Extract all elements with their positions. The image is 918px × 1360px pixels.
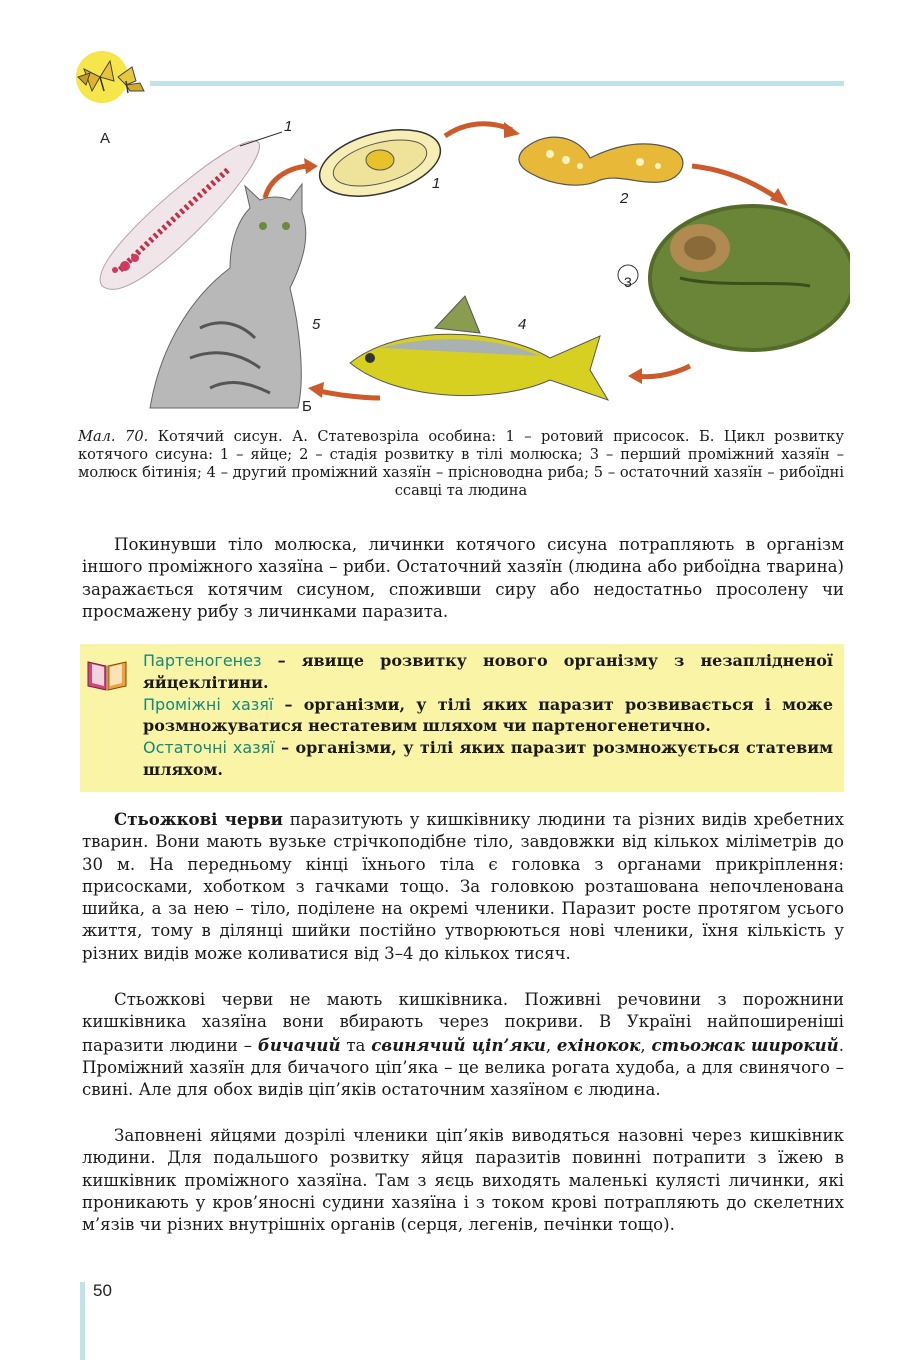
paragraph-3-text: Стьожкові черви не мають кишківника. Поживні речовини з порожнини кишківника хазяїна вони вбирають через покриви. В Україні найпоширеніші паразити людини – xyxy=(82,990,844,1055)
term-pork-tapeworm: свинячий ціп’яки xyxy=(371,1034,546,1055)
egg-icon xyxy=(312,118,447,208)
label-cat: 5 xyxy=(312,316,321,333)
term-broad-tapeworm: стьожак широкий xyxy=(651,1034,839,1055)
term-echinococcus: ехінокок xyxy=(556,1034,641,1055)
butterfly-logo-icon xyxy=(70,47,152,107)
term-parthenogenesis: Партеногенез xyxy=(143,651,262,670)
book-icon xyxy=(84,654,130,694)
paragraph-3-text: , xyxy=(545,1035,557,1055)
page-number: 50 xyxy=(93,1281,112,1300)
paragraph-2 xyxy=(82,808,844,965)
label-larval-stage: 2 xyxy=(620,190,629,207)
header-rule xyxy=(150,81,844,86)
definition-definitive-hosts xyxy=(143,737,833,781)
page-margin-bar xyxy=(80,1282,85,1360)
larval-stage-icon xyxy=(519,137,683,185)
label-snail: 3 xyxy=(624,274,632,290)
figure-70 xyxy=(80,108,850,428)
caption-text: Котячий сисун. А. Статевозріла особина: 1 – ротовий присосок. Б. Цикл розвитку котячого сисуна: 1 – яйце; 2 – стадія розвитку в тілі молюска; 3 – перший проміжний хазяїн – молюск бітинія; 4 – другий проміжний хазяїн – прісноводна риба; 5 – остаточний хазяїн – рибоїдні ссавці та людина xyxy=(78,428,844,499)
label-b: Б xyxy=(302,398,312,415)
snail-mollusk-icon xyxy=(618,204,850,352)
life-cycle-illustration xyxy=(80,108,850,428)
paragraph-3-text: та xyxy=(340,1035,372,1055)
term-definitive-hosts: Остаточні хазяї xyxy=(143,738,275,758)
paragraph-2-text: паразитують у кишківнику людини та різних видів хребетних тварин. Вони мають вузьке стрічкоподібне тіло, завдовжки від кількох міліметрів до 30 м. На передньому кінці їхнього тіла є головка з органами прикріплення: присосками, хоботком з гачками тощо. За головкою розташована непочленована шийка, а за нею – тіло, поділене на окремі членики. Паразит росте протягом усього життя, тому в ділянці шийки постійно утворюються нові членики, їхня кількість у різних видів може коливатися від 3–4 до кількох тисяч. xyxy=(82,810,844,963)
definition-text: – організми, у тілі яких паразит розвивається і може розмножуватися нестатевим шляхом чи партеногенетично. xyxy=(143,694,834,736)
definitions-box xyxy=(80,644,844,792)
figure-caption xyxy=(78,428,844,500)
definition-text: – організми, у тілі яких паразит розмножується статевим шляхом. xyxy=(143,738,833,779)
paragraph-3-text: , xyxy=(640,1035,652,1055)
definition-text: – явище розвитку нового організму з незаплідненої яйцеклітини. xyxy=(143,651,833,692)
paragraph-1: Покинувши тіло молюска, личинки котячого сисуна потрапляють в організм іншого проміжного хазяїна – риби. Остаточний хазяїн (людина або рибоїдна тварина) заражається котячим сисуном, споживши сиру або недостатньо просолену чи просмажену рибу з личинками паразита. xyxy=(82,535,844,621)
fish-icon xyxy=(350,296,608,400)
label-a: А xyxy=(100,130,111,147)
pointer-line xyxy=(240,132,282,146)
definition-intermediate-hosts xyxy=(143,694,833,738)
caption-number: Мал. 70. xyxy=(78,428,149,445)
term-beef-tapeworm: бичачий xyxy=(257,1034,341,1055)
label-egg: 1 xyxy=(432,175,441,192)
paragraph-3 xyxy=(82,989,844,1101)
label-fish: 4 xyxy=(518,316,527,333)
term-tapeworms: Стьожкові черви xyxy=(114,809,283,829)
definition-parthenogenesis xyxy=(143,650,833,694)
paragraph-3-text: . Проміжний хазяїн для бичачого ціп’яка – це велика рогата худоба, а для свинячого – свині. Але для обох видів ціп’яків остаточним хазяїном є людина. xyxy=(82,1035,844,1100)
paragraph-4: Заповнені яйцями дозрілі членики ціп’яків виводяться назовні через кишківник людини. Для подальшого розвитку яйця паразитів повинні потрапити з їжею в кишківник проміжного хазяїна. Там з яєць виходять маленькі кулясті личинки, які проникають у кров’яносні судини хазяїна і з током крові потрапляють до скелетних м’язів чи різних внутрішніх органів (серця, легенів, печінки тощо). xyxy=(82,1126,844,1235)
definitions-text xyxy=(143,650,833,781)
marker-oral-sucker: 1 xyxy=(284,118,293,135)
term-intermediate-hosts: Проміжні хазяї xyxy=(143,694,274,714)
